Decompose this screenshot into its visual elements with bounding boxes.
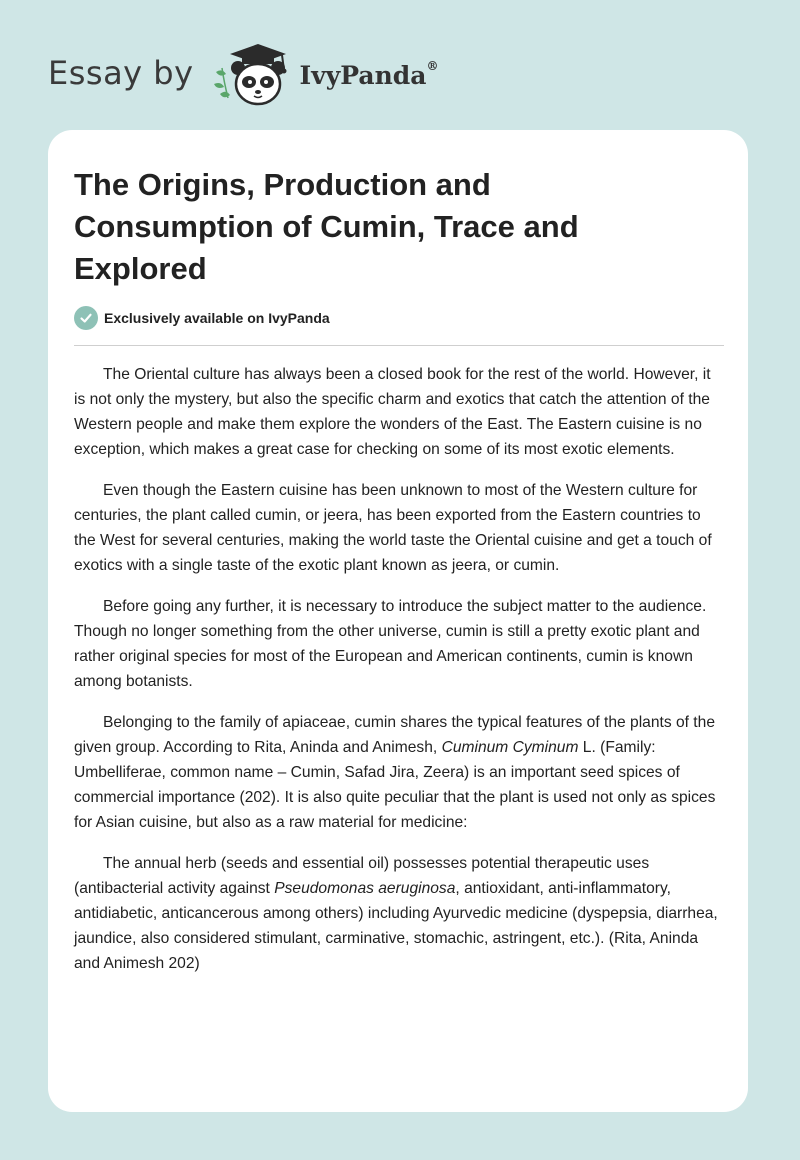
site-header [48, 38, 438, 108]
species-name: Pseudomonas aeruginosa [274, 880, 456, 897]
essay-by-label: Essay by [48, 54, 194, 92]
essay-body [74, 362, 724, 992]
paragraph: Even though the Eastern cuisine has been unknown to most of the Western culture for centuries, the plant called cumin, or jeera, has been exported from the Eastern countries to the West for several centuries, making the world taste the Oriental cuisine and get a touch of exotics with a single taste of the exotic plant known as jeera, or cumin. [74, 482, 712, 574]
brand-name[interactable]: IvyPanda® [299, 58, 439, 90]
paragraph: The Oriental culture has always been a closed book for the rest of the world. However, it is not only the mystery, but also the specific charm and exotics that catch the attention of the Western people and make them explore the wonders of the East. The Eastern cuisine is no exception, which makes a great case for checking on some of its most exotic elements. [74, 366, 711, 458]
exclusive-badge [74, 306, 330, 330]
paragraph: Belonging to the family of apiaceae, cumin shares the typical features of the plants of the given group. According to Rita, Aninda and Animesh, Cuminum Cyminum L. (Family: Umbelliferae, common name – Cumin, Safad Jira, Zeera) is an important seed spices of commercial importance (202). It is also quite peculiar that the plant is used not only as spices for Asian cuisine, but also as a raw material for medicine: [74, 714, 716, 831]
exclusive-badge-label: Exclusively available on IvyPanda [104, 310, 330, 326]
registered-mark: ® [426, 58, 439, 73]
essay-card [48, 130, 748, 1112]
quote-paragraph: The annual herb (seeds and essential oil) possesses potential therapeutic uses (antibacterial activity against Pseudomonas aeruginosa, antioxidant, anti-inflammatory, antidiabetic, anticancerous among others) including Ayurvedic medicine (dyspepsia, diarrhea, jaundice, also considered stimulant, carminative, stomachic, astringent, etc.). (Rita, Aninda and Animesh 202) [74, 855, 718, 972]
paragraph: Before going any further, it is necessary to introduce the subject matter to the audience. Though no longer something from the other universe, cumin is still a pretty exotic plant and rather original species for most of the European and American continents, cumin is known among botanists. [74, 598, 707, 690]
divider [74, 345, 724, 346]
panda-graduate-icon [208, 38, 296, 108]
ivy-leaf-icon [214, 68, 230, 98]
essay-title: The Origins, Production and Consumption of Cumin, Trace and Explored [74, 167, 579, 286]
checkmark-icon [74, 306, 98, 330]
species-name: Cuminum Cyminum [441, 739, 579, 756]
